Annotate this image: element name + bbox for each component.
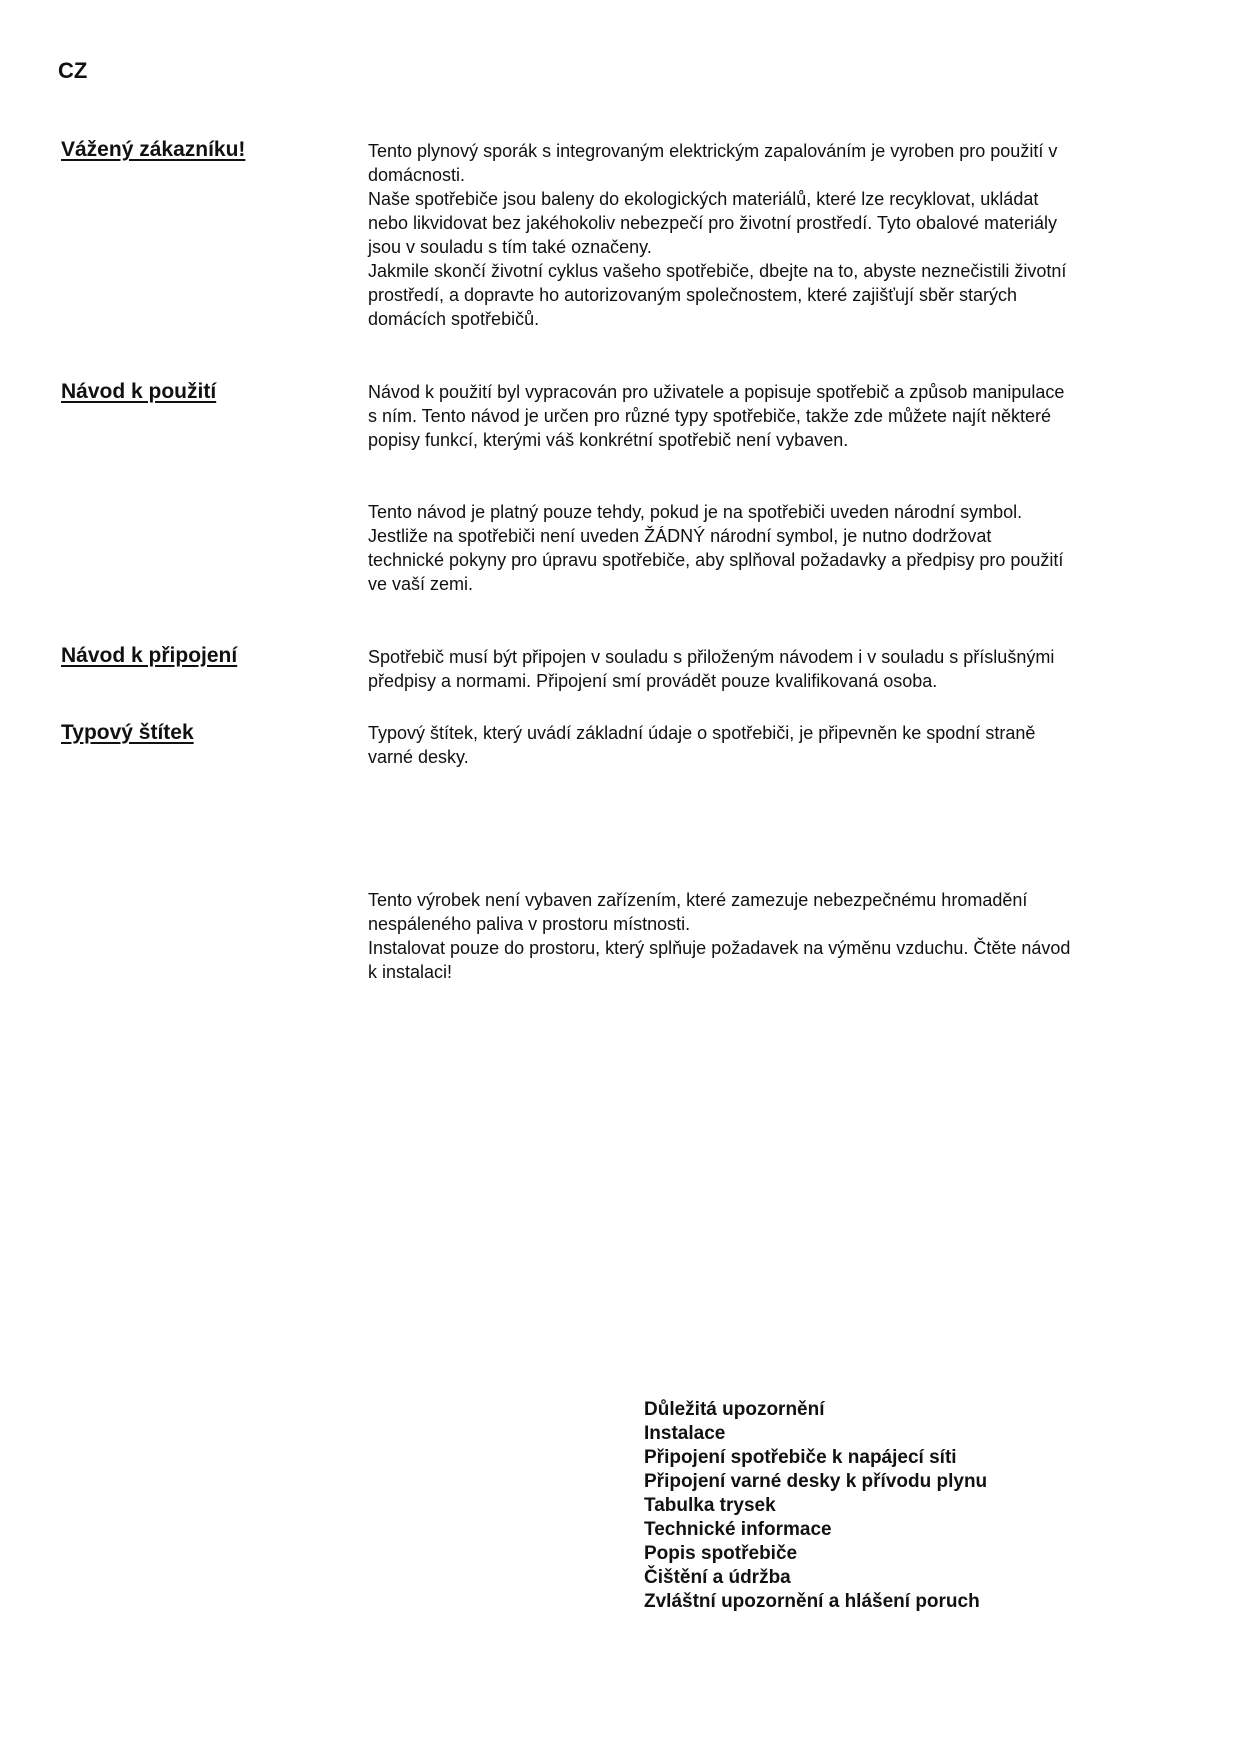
contents-item: Technické informace [644,1519,832,1540]
contents-item: Čištění a údržba [644,1567,791,1588]
contents-item: Připojení varné desky k přívodu plynu [644,1471,988,1492]
heading-user-manual: Návod k použití [61,380,217,403]
paragraph-connection-manual: Spotřebič musí být připojen v souladu s přiloženým návodem i v souladu s příslušnými předpisy a normami. Připojení smí provádět pouze kvalifikovaná osoba. [368,647,1055,691]
language-code: CZ [58,58,88,83]
contents-item: Tabulka trysek [644,1495,776,1516]
contents-item: Popis spotřebiče [644,1543,798,1564]
paragraph-warning: Tento výrobek není vybaven zařízením, které zamezuje nebezpečnému hromadění nespáleného paliva v prostoru místnosti. Instalovat pouze do prostoru, který splňuje požadavek na výměnu vzduchu. Čtěte návod k instalaci! [368,890,1071,982]
paragraph-rating-plate: Typový štítek, který uvádí základní údaje o spotřebiči, je připevněn ke spodní straně varné desky. [368,723,1036,767]
heading-rating-plate: Typový štítek [61,721,194,744]
contents-item: Zvláštní upozornění a hlášení poruch [644,1591,980,1612]
paragraph-dear-customer: Tento plynový sporák s integrovaným elektrickým zapalováním je vyroben pro použití v domácnosti. Naše spotřebiče jsou baleny do ekologických materiálů, které lze recyklovat, ukládat nebo likvidovat bez jakéhokoliv nebezpečí pro životní prostředí. Tyto obalové materiály jsou v souladu s tím také označeny. Jakmile skončí životní cyklus vašeho spotřebiče, dbejte na to, abyste neznečistili životní prostředí, a dopravte ho autorizovaným společnostem, které zajišťují sběr starých domácích spotřebičů. [368,141,1067,329]
heading-dear-customer: Vážený zákazníku! [61,138,246,161]
paragraph-user-manual: Návod k použití byl vypracován pro uživatele a popisuje spotřebič a způsob manipulace s ním. Tento návod je určen pro různé typy spotřebiče, takže zde můžete najít některé popisy funkcí, kterými váš konkrétní spotřebič není vybaven. [368,382,1065,450]
paragraph-national-symbol: Tento návod je platný pouze tehdy, pokud je na spotřebiči uveden národní symbol. Jestliže na spotřebiči není uveden ŽÁDNÝ národní symbol, je nutno dodržovat technické pokyny pro úpravu spotřebiče, aby splňoval požadavky a předpisy pro použití ve vaší zemi. [368,502,1064,594]
contents-item: Instalace [644,1423,726,1444]
contents-item: Připojení spotřebiče k napájecí síti [644,1447,957,1468]
contents-item: Důležitá upozornění [644,1399,825,1420]
contents-list [644,1398,987,1614]
heading-connection-manual: Návod k připojení [61,644,238,667]
